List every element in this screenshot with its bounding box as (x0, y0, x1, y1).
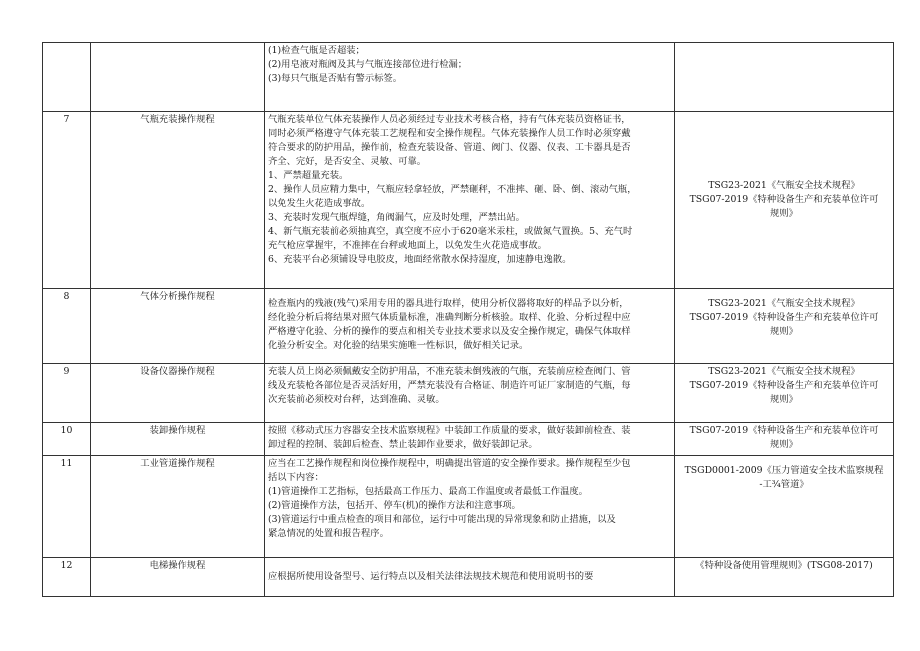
table-row (43, 456, 894, 558)
requirement-line: (3)管道运行中重点检查的项目和部位，运行中可能出现的异常现象和防止措施，以及 (268, 514, 616, 525)
requirement-line: 检查瓶内的残液(残气)采用专用的器具进行取样，使用分析仪器将取好的样品予以分析， (268, 298, 629, 309)
reference-line: TSG23-2021《气瓶安全技术规程》 (708, 366, 860, 377)
reference-line: 规则》 (770, 439, 798, 450)
requirement-line: 气瓶充装单位气体充装操作人员必须经过专业技术考核合格，持有气体充装员资格证书， (268, 114, 631, 125)
reference-line: TSG07-2019《特种设备生产和充装单位许可 (689, 194, 879, 205)
reference-cell (675, 558, 894, 597)
row-number-cell: 9 (43, 364, 91, 423)
table-row (43, 289, 894, 364)
requirement-line: 按照《移动式压力容器安全技术监察规程》中装卸工作质量的要求，做好装卸前检查、装 (268, 425, 631, 436)
reference-line: TSG07-2019《特种设备生产和充装单位许可 (689, 380, 879, 391)
requirement-line: 卸过程的控制、装卸后检查、禁止装卸作业要求，做好装卸记录。 (268, 439, 538, 450)
reference-cell (675, 289, 894, 364)
requirement-line: 化验分析安全。对化验的结果实施唯一性标识，做好相关记录。 (268, 340, 529, 351)
requirement-line: 应当在工艺操作规程和岗位操作规程中，明确提出管道的安全操作要求。操作规程至少包 (268, 458, 631, 469)
reference-line: TSG07-2019《特种设备生产和充装单位许可 (689, 312, 879, 323)
requirement-line: 次充装前必须校对台秤，达到准确、灵敏。 (268, 394, 445, 405)
row-number-cell (43, 43, 91, 112)
row-number-cell: 11 (43, 456, 91, 558)
procedure-name-cell: 设备仪器操作规程 (91, 364, 265, 423)
row-number-cell: 12 (43, 558, 91, 597)
table-row (43, 364, 894, 423)
requirement-line: 经化验分析后将结果对照气体质量标准，准确判断分析核验。取样、化验、分析过程中应 (268, 312, 631, 323)
row-number-cell: 10 (43, 423, 91, 456)
table-row (43, 43, 894, 112)
requirement-cell (265, 558, 675, 597)
requirement-line: 同时必须严格遵守气体充装工艺规程和安全操作规程。气体充装操作人员工作时必须穿戴 (268, 128, 631, 139)
reference-line: 《特种设备使用管理规则》(TSG08-2017) (695, 560, 873, 571)
procedure-name-cell: 电梯操作规程 (91, 558, 265, 597)
requirement-line: (2)用皂液对瓶阀及其与气瓶连接部位进行检漏； (268, 59, 468, 70)
row-number-cell: 7 (43, 112, 91, 289)
requirement-cell (265, 289, 675, 364)
reference-line: TSGD0001-2009《压力管道安全技术监察规程 (684, 465, 884, 476)
requirement-line: 2、操作人员应精力集中，气瓶应轻拿轻放，严禁砸秤，不准摔、砸、卧、倒、滚动气瓶， (268, 184, 637, 195)
requirement-line: 紧急情况的处置和报告程序。 (268, 528, 389, 539)
requirement-line: 充气枪应掌握牢，不准摔在台秤或地面上，以免发生火花造成事故。 (268, 240, 547, 251)
procedure-name-cell: 装卸操作规程 (91, 423, 265, 456)
requirement-line: 4、新气瓶充装前必须抽真空，真空度不应小于620毫米汞柱，或做氮气置换。5、充气时 (268, 226, 633, 237)
requirement-line: 严格遵守化验、分析的操作的要点和相关专业技术要求以及安全操作规定，确保气体取样 (268, 326, 631, 337)
requirement-line: 符合要求的防护用品，操作前，检查充装设备、管道、阀门、仪器、仪表、工卡器具是否 (268, 142, 631, 153)
requirement-cell (265, 43, 675, 112)
regulation-table (42, 42, 894, 597)
reference-cell (675, 456, 894, 558)
procedure-name-cell: 工业管道操作规程 (91, 456, 265, 558)
procedure-name-cell (91, 43, 265, 112)
requirement-cell (265, 456, 675, 558)
table-row (43, 558, 894, 597)
reference-cell (675, 43, 894, 112)
requirement-line: 线及充装枪各部位是否灵活好用，严禁充装没有合格证、制造许可证厂家制造的气瓶，每 (268, 380, 631, 391)
procedure-name-cell: 气瓶充装操作规程 (91, 112, 265, 289)
reference-cell (675, 364, 894, 423)
reference-line: TSG07-2019《特种设备生产和充装单位许可 (689, 425, 879, 436)
requirement-line: 括以下内容： (268, 472, 324, 483)
requirement-line: 6、充装平台必须铺设导电胶皮，地面经常散水保持湿度，加速静电逸散。 (268, 254, 572, 265)
requirement-cell (265, 112, 675, 289)
reference-line: TSG23-2021《气瓶安全技术规程》 (708, 180, 860, 191)
reference-line: 规则》 (770, 394, 798, 405)
requirement-line: (2)管道操作方法，包括开、停车(机)的操作方法和注意事项。 (268, 500, 521, 511)
reference-line: 规则》 (770, 326, 798, 337)
table-row (43, 112, 894, 289)
requirement-line: 以免发生火花造成事故。 (268, 198, 371, 209)
requirement-line: 3、充装时发现气瓶焊缝，角阀漏气，应及时处理，严禁出站。 (268, 212, 525, 223)
procedure-name-cell: 气体分析操作规程 (91, 289, 265, 364)
requirement-line: 1、严禁超量充装。 (268, 170, 349, 181)
requirement-cell (265, 423, 675, 456)
reference-cell (675, 423, 894, 456)
reference-line: 规则》 (770, 208, 798, 219)
requirement-line: (3)每只气瓶是否贴有警示标签。 (268, 73, 403, 84)
reference-cell (675, 112, 894, 289)
requirement-line: 齐全、完好，是否安全、灵敏、可靠。 (268, 156, 427, 167)
requirement-line: 充装人员上岗必须佩戴安全防护用品，不准充装未倒残液的气瓶，充装前应检查阀门、管 (268, 366, 631, 377)
reference-line: TSG23-2021《气瓶安全技术规程》 (708, 298, 860, 309)
requirement-cell (265, 364, 675, 423)
requirement-line: 应根据所使用设备型号、运行特点以及相关法律法规技术规范和使用说明书的要 (268, 571, 594, 582)
row-number-cell: 8 (43, 289, 91, 364)
requirement-line: (1)管道操作工艺指标，包括最高工作压力、最高工作温度或者最低工作温度。 (268, 486, 588, 497)
table-row (43, 423, 894, 456)
reference-line: -工¾管道》 (759, 479, 809, 490)
requirement-line: (1)检查气瓶是否超装； (268, 45, 365, 56)
